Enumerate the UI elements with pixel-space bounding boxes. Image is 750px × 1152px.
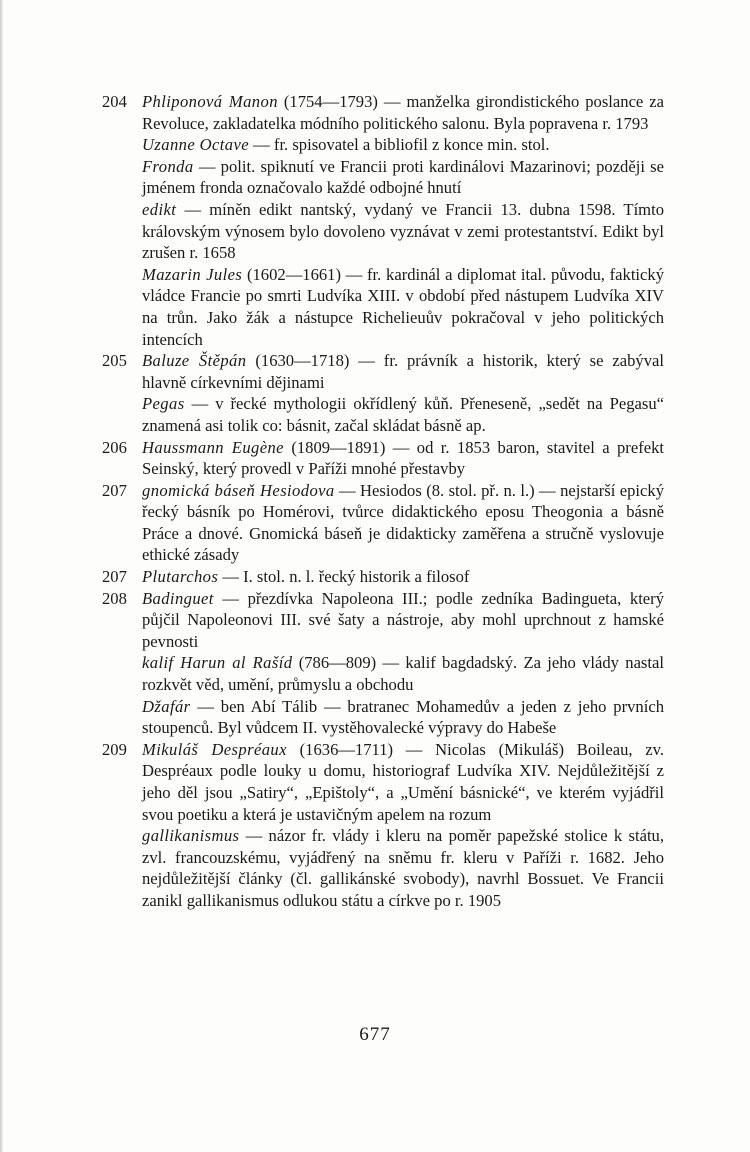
note-text: — fr. spisovatel a bibliofil z konce min. stol.	[249, 135, 550, 155]
note-entry	[102, 156, 664, 199]
note-term: kalif Harun al Rašíd	[142, 653, 293, 673]
note-page-ref: 204	[102, 92, 127, 111]
note-entry	[102, 588, 664, 653]
notes-list	[102, 91, 664, 912]
note-term: Badinguet	[142, 588, 214, 608]
note-entry	[102, 91, 664, 134]
note-text: (1630—1718) — fr. právník a historik, který se zabýval hlavně církevními dějinami	[142, 351, 664, 392]
note-text: — Hesiodos (8. stol. př. n. l.) — nejstarší epický řecký básník po Homérovi, tvůrce didaktického eposu Theogonia a básně Práce a dnové. Gnomická báseň je didakticky zaměřena a stručně vyslovuje ethické zásady	[142, 480, 665, 565]
note-entry	[102, 264, 664, 350]
note-term: Plutarchos	[142, 567, 219, 587]
note-term: Mazarin Jules	[142, 264, 243, 284]
note-page-ref: 206	[102, 437, 127, 457]
note-text: (1754—1793) — manželka girondistického poslance za Revoluce, zakladatelka módního politického salonu. Byla popravena r. 1793	[142, 92, 665, 133]
note-text: (1636—1711) — Nicolas (Mikuláš) Boileau, zv. Despréaux podle louky u domu, historiograf Ludvíka XIV. Nejdůležitější z jeho děl jsou „Satiry“, „Epištoly“, a „Umění básnické“, ve kterém vyjádřil svou poetiku a která je ustavičným apelem na rozum	[142, 739, 665, 824]
note-term: Phliponová Manon	[142, 92, 278, 111]
page-edge-shadow	[0, 0, 3, 1152]
note-term: Haussmann Eugène	[142, 437, 284, 457]
note-entry	[102, 739, 664, 825]
note-term: Fronda	[142, 156, 194, 176]
note-entry	[102, 199, 664, 264]
note-entry	[102, 825, 664, 911]
note-text: — názor fr. vlády i kleru na poměr papežské stolice k státu, zvl. francouzskému, vyjádřený na sněmu fr. kleru v Paříži r. 1682. Jeho nejdůležitější články (čl. gallikánské svobody), navrhl Bossuet. Ve Francii zanikl gallikanismus odlukou státu a církve po r. 1905	[142, 826, 664, 910]
note-page-ref: 208	[102, 588, 127, 608]
note-page-ref: 207	[102, 480, 127, 500]
note-text: (1809—1891) — od r. 1853 baron, stavitel a prefekt Seinský, který provedl v Paříži mnohé přestavby	[142, 437, 664, 479]
note-page-ref: 207	[102, 567, 127, 587]
note-text: — polit. spiknutí ve Francii proti kardinálovi Mazarinovi; později se jménem fronda označovalo každé odbojné hnutí	[142, 156, 664, 198]
note-text: — míněn edikt nantský, vydaný ve Francii 13. dubna 1598. Tímto královským výnosem bylo dovoleno vyznávat v zemi protestantství. Edikt byl zrušen r. 1658	[142, 199, 664, 263]
note-term: Uzanne Octave	[142, 135, 250, 155]
note-term: gnomická báseň Hesiodova	[142, 480, 335, 500]
note-entry	[102, 134, 664, 156]
note-entry	[102, 652, 664, 695]
note-entry	[102, 350, 664, 393]
note-entry	[102, 566, 664, 588]
note-entry	[102, 437, 664, 480]
note-text: (786—809) — kalif bagdadský. Za jeho vlády nastal rozkvět věd, umění, průmyslu a obchodu	[142, 653, 664, 695]
note-entry	[102, 480, 664, 566]
note-text: — v řecké mythologii okřídlený kůň. Přeneseně, „sedět na Pegasu“ znamená asi tolik co: básnit, začal skládat básně ap.	[142, 394, 664, 435]
note-term: Baluze Štěpán	[142, 351, 247, 371]
note-text: (1602—1661) — fr. kardinál a diplomat ital. původu, faktický vládce Francie po smrti Ludvíka XIII. v období před nástupem Ludvíka XIV na trůn. Jako žák a nástupce Richelieuův pokračoval v jeho politických intencích	[142, 264, 665, 349]
note-term: gallikanismus	[142, 826, 240, 846]
note-entry	[102, 696, 664, 739]
note-term: edikt	[142, 199, 177, 219]
note-text: — přezdívka Napoleona III.; podle zedníka Badingueta, který půjčil Napoleonovi III. své šaty a nástroje, aby mohl uprchnout z hamské pevnosti	[142, 588, 664, 651]
note-page-ref: 209	[102, 739, 127, 759]
note-term: Džafár	[142, 696, 191, 716]
note-term: Pegas	[142, 394, 185, 414]
note-text: — ben Abí Tálib — bratranec Mohamedův a jeden z jeho prvních stoupenců. Byl vůdcem II. vystěhovalecké výpravy do Habeše	[142, 696, 664, 738]
note-term: Mikuláš Despréaux	[142, 739, 287, 759]
page-number: 677	[359, 1024, 391, 1045]
note-entry	[102, 393, 664, 436]
note-page-ref: 205	[102, 351, 127, 371]
note-text: — I. stol. n. l. řecký historik a filosof	[218, 567, 470, 587]
